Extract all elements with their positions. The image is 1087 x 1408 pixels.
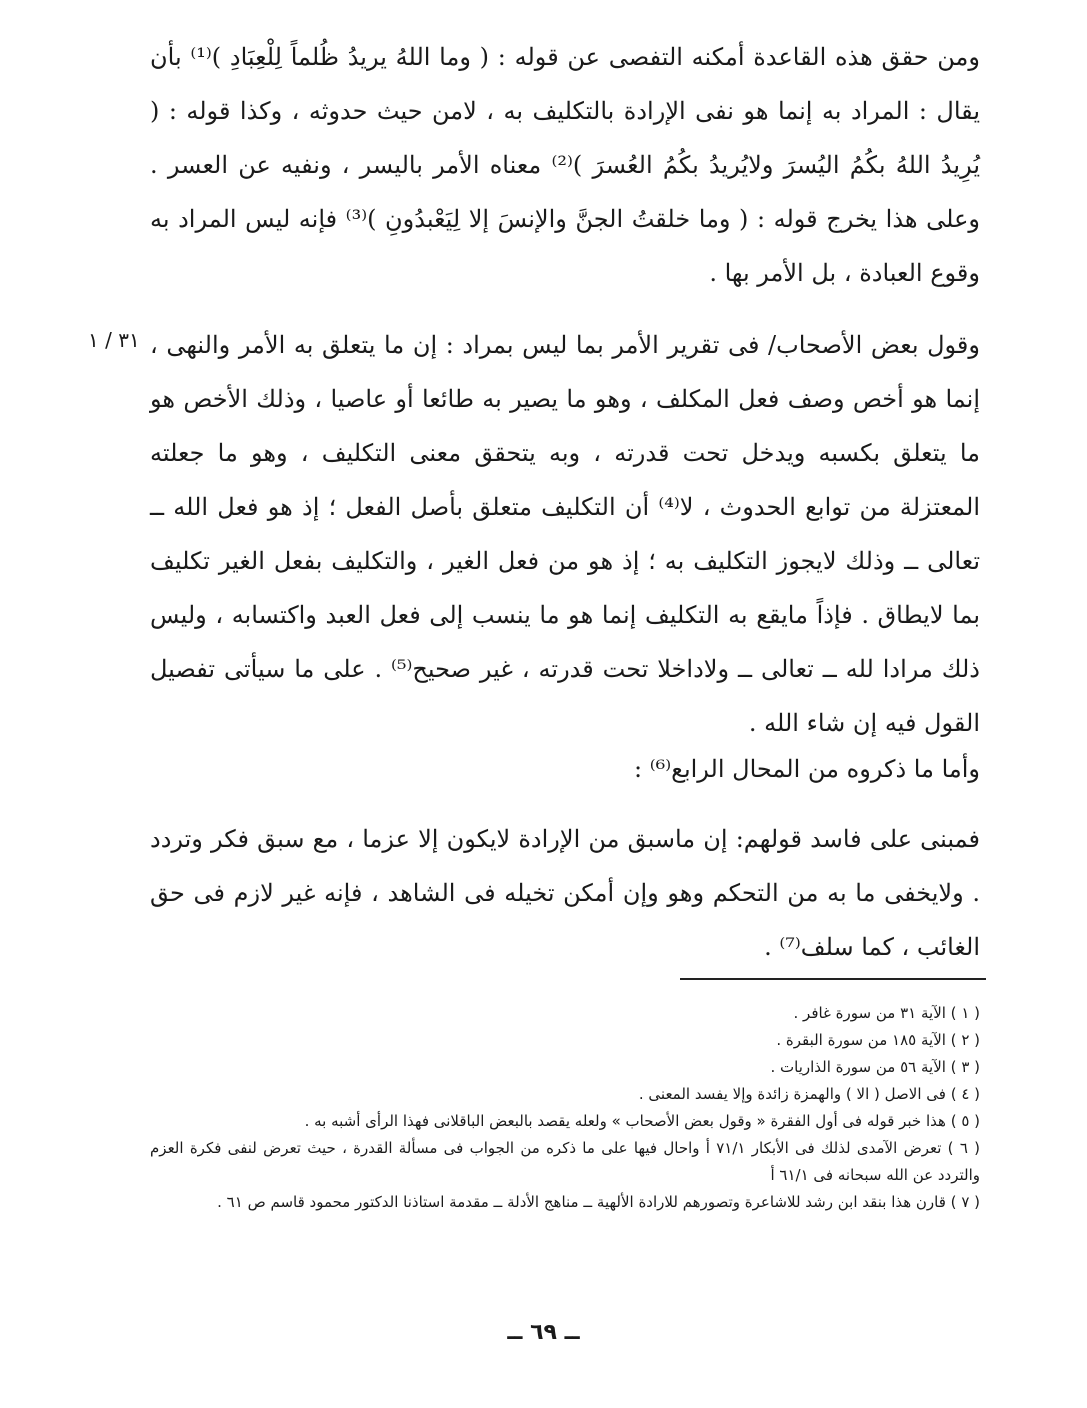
footnotes (150, 1000, 980, 1216)
body-paragraph-1: ومن حقق هذه القاعدة أمكنه التفصى عن قوله : ( وما اللهُ يريدُ ظُلماً لِلْعِبَادِ )⁽¹⁾ بأن يقال : المراد به إنما هو نفى الإرادة بالتكليف به ، لامن حيث حدوثه ، وكذا قوله : ( يُرِيدُ اللهُ بكُمُ اليُسرَ ولايُريدُ بكُمُ العُسرَ )⁽²⁾ معناه الأمر باليسر ، ونفيه عن العسر . وعلى هذا يخرج قوله : ( وما خلقتُ الجنَّ والإنسَ إلا لِيَعْبدُونِ )⁽³⁾ فإنه ليس المراد به وقوع العبادة ، بل الأمر بها . (150, 43, 981, 287)
footnote-4: ( ٤ ) فى الاصل ( الا ) والهمزة زائدة وإلا يفسد المعنى . (638, 1085, 980, 1103)
page-number: ــ ٦٩ ــ (507, 1320, 580, 1345)
footnote-3: ( ٣ ) الآية ٥٦ من سورة الذاريات . (770, 1058, 980, 1076)
margin-reference: ٣١ / ١ (88, 328, 140, 352)
footnote-2: ( ٢ ) الآية ١٨٥ من سورة البقرة . (776, 1031, 980, 1049)
body-paragraph-3: وأما ما ذكروه من المحال الرابع⁽⁶⁾ : (634, 755, 980, 783)
footnote-6: ( ٦ ) تعرض الآمدى لذلك فى الأبكار ٧١/١ أ واحال فيها على ما ذكره من الجواب فى مسألة القدرة ، حيث تعرض لنفى فكرة العزم والتردد عن الله سبحانه فى ٦١/١ أ (150, 1139, 981, 1184)
body-paragraph-2: وقول بعض الأصحاب/ فى تقرير الأمر بما ليس بمراد : إن ما يتعلق به الأمر والنهى ، إنما هو أخص وصف فعل المكلف ، وهو ما يصير به طائعا أو عاصيا ، وذلك الأخص هو ما يتعلق بكسبه ويدخل تحت قدرته ، وبه يتحقق معنى التكليف ، وهو ما جعلته المعتزلة من توابع الحدوث ، لا⁽⁴⁾ أن التكليف متعلق بأصل الفعل ؛ إذ هو فعل الله ــ تعالى ــ وذلك لايجوز التكليف به ؛ إذ هو من فعل الغير ، والتكليف بفعل الغير تكليف بما لايطاق . فإذاً مايقع به التكليف إنما هو ما ينسب إلى فعل العبد واكتسابه ، وليس ذلك مرادا لله ــ تعالى ــ ولاداخلا تحت قدرته ، غير صحيح⁽⁵⁾ . على ما سيأتى تفصيل القول فيه إن شاء الله . (150, 331, 980, 737)
footnote-7: ( ٧ ) قارن هذا بنقد ابن رشد للاشاعرة وتصورهم للارادة الألهية ــ مناهج الأدلة ــ مقدمة استاذنا الدكتور محمود قاسم ص ٦١ . (217, 1193, 980, 1211)
footnote-divider (680, 978, 986, 980)
footnote-5: ( ٥ ) هذا خبر قوله فى أول الفقرة « وقول بعض الأصحاب » ولعله يقصد بالبعض الباقلانى فهذا الرأى أشبه به . (304, 1112, 980, 1130)
footnote-1: ( ١ ) الآية ٣١ من سورة غافر . (793, 1004, 980, 1022)
body-paragraph-4: فمبنى على فاسد قولهم: إن ماسبق من الإرادة لايكون إلا عزما ، مع سبق فكر وتردد . ولايخفى ما به من التحكم وهو وإن أمكن تخيله فى الشاهد ، فإنه غير لازم فى حق الغائب ، كما سلف⁽⁷⁾ . (150, 825, 980, 961)
